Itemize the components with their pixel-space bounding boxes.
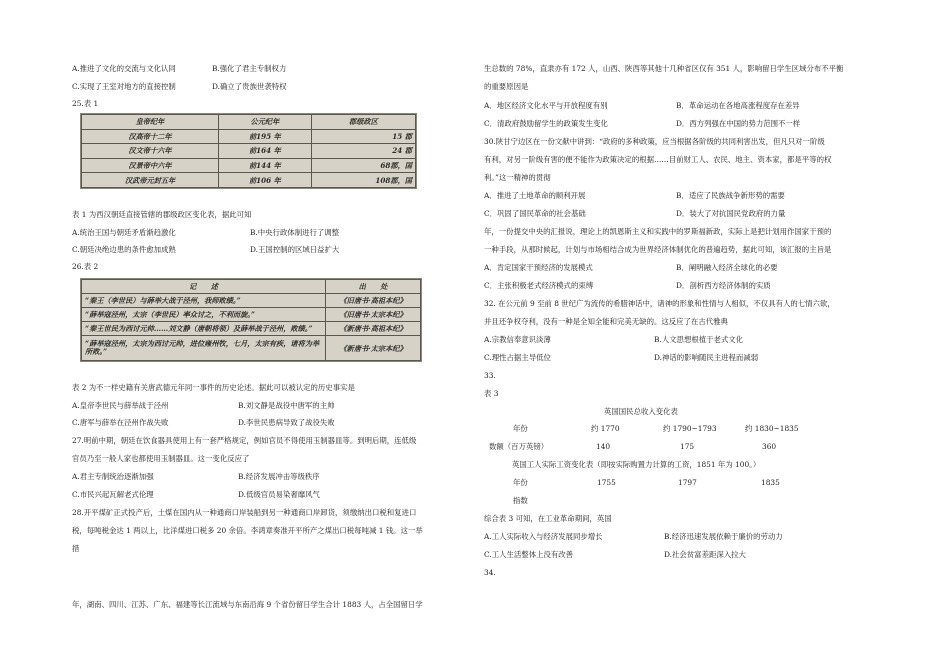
q29-option-c: C．清政府鼓励留学生的政策发生变化 [484,119,608,128]
q33-option-b: B.经济迅速发展依赖于廉价的劳动力 [664,532,783,541]
q27-option-b: B.经济发展冲击等级秩序 [238,472,320,481]
q29-option-a: A．地区经济文化水平与开放程度有别 [484,101,608,110]
table-1-header: 公元纪年 [218,115,311,130]
table-cell: “薛举寇泾州，太宗（李世民）率众讨之，不利而旋。” [82,308,326,322]
table-1-header: 郡级政区 [311,115,415,130]
q33-label: 33. [484,371,496,380]
q30-option-b: B．适应了民族战争新形势的需要 [676,191,785,200]
table-2 [81,279,421,361]
q26-option-c: C.唐军与薛举在泾州作战失败 [72,418,169,427]
q25-option-a: A.统治王国与朝廷矛盾渐趋激化 [72,228,176,237]
q25-option-d: D.王国控制的区域日益扩大 [250,245,340,254]
q28-line-3: 措 [72,544,80,553]
table-row [82,336,421,361]
table-1-header: 皇帝纪年 [82,115,219,130]
q27-option-a: A.君主专制统治逐渐加强 [72,472,154,481]
table-3a-cell: 140 [596,442,611,451]
table-cell: “秦王（李世民）与薛举大战于泾州，我师败绩。” [82,294,326,308]
table-1-image [80,113,417,189]
q31-option-d: D．剖析西方经济体制的实质 [676,281,771,290]
table-3b-title: 英国工人实际工资变化表（即按实际购置力计算的工资，1851 年为 100。） [512,460,761,469]
table-3a-cell: 约 1770 [591,424,620,433]
q25-option-c: C.朝廷决绝边患的条件愈加成熟 [72,245,176,254]
q31-option-c: C．主张积极老式经济模式的束缚 [484,281,594,290]
q30-line-3: 利。”这一精神的贯彻 [484,173,551,182]
q27-option-d: D.低级官员易染奢靡风气 [238,490,320,499]
q31-option-a: A．肯定国家干预经济的发展模式 [484,263,593,272]
q29-line-2: 的重要原因是 [484,82,529,91]
q28-line-1: 28.开平煤矿正式投产后，土煤在国内从一种通商口岸装船到另一种通商口岸卸货，须缴纳出口税和复进口 [72,508,417,517]
q30-line-2: 有利，对另一阶级有害的便不能作为政策决定的根据……目前财工人、农民、地主、资本家，都是平等的权 [484,155,832,164]
table-cell: 68郡，国 [311,158,415,173]
q27-option-c: C.市民兴起瓦解老式伦理 [72,490,154,499]
q31-option-b: B．阐明融入经济全球化的必要 [676,263,778,272]
q26-option-a: A.皇帝李世民与薛举战于泾州 [72,401,169,410]
q30-option-a: A．推进了土地革命的顺利开展 [484,191,586,200]
q33-option-a: A.工人实际收入与经济发展同步增长 [484,532,603,541]
table-3a-cell: 年份 [513,424,528,433]
table-cell: 前195 年 [218,129,311,144]
q30-line-1: 30.陕甘宁边区在一份文献中讲到：“政府的多种政策，应当根据各阶级的共同利害出发，但凡只对一阶级 [484,137,825,146]
table-3b-cell: 指数 [513,496,528,505]
table-cell: 汉文帝十六年 [82,144,219,159]
table-cell: 《新唐书·太宗本纪》 [326,336,421,361]
q28-line-2: 税，每吨税金达 1 两以上，比洋煤进口税多 20 余倍。李鸿章奏准开平所产之煤出口税每吨减 1 钱。这一举 [72,526,423,535]
q33-stem: 综合表 3 可知，在工业革命期间，英国 [484,514,612,523]
q34-label: 34. [484,568,496,577]
q26-option-d: D.李世民患病导致了战役失败 [238,418,335,427]
table-3a-cell: 约 1830~1835 [745,424,799,433]
table-cell: 15 郡 [311,129,415,144]
table-cell: 24 郡 [311,144,415,159]
table-2-image [80,278,422,362]
table-row [82,129,416,144]
table-cell: “秦王世民为西讨元帅……刘文静（唐朝将领）及薛举战于泾州，败绩。” [82,322,326,336]
q26-stem: 表 2 为不一样史籍有关唐武德元年同一事件的历史论述。据此可以被认定的历史事实是 [72,383,355,392]
table-3b-cell: 1797 [678,478,697,487]
table-2-header: 记 述 [82,280,326,294]
table-1 [81,114,416,188]
table-3a-cell: 约 1790~1793 [663,424,717,433]
table-row [82,308,421,322]
table-3a-cell: 360 [762,442,777,451]
q30-option-d: D．装大了对抗国民党政府的力量 [676,209,786,218]
q26-label: 26.表 2 [72,262,99,271]
table-row [82,294,421,308]
table-3a-cell: 数额（百万英镑） [489,442,549,451]
table-row [82,158,416,173]
q32-option-c: C.理性占据主导低位 [484,353,551,362]
q29-line-1: 生总数的 78%，直隶亦有 172 人，山西、陕西等其他十几种省区仅有 351 人，影响留日学生区域分布不平衡 [484,64,844,73]
q26-option-b: B.刘文静是战役中唐军的主帅 [238,401,335,410]
q27-line-2: 官员乃至一般人家也都使用玉制器皿。这一变化反应了 [72,454,250,463]
q25-label: 25.表 1 [72,99,99,108]
table-cell: 前164 年 [218,144,311,159]
q24-option-a: A.推进了文化的交流与文化认同 [72,64,176,73]
table-row [82,322,421,336]
q32-line-2: 并且还争权夺利，没有一种是全知全能和完美无缺的。这反应了在古代雅典 [484,317,728,326]
q25-option-b: B.中央行政体制进行了调整 [250,228,340,237]
table-3a-title: 英国国民总收入变化表 [604,407,678,416]
q32-option-a: A.宗教信奉意识淡薄 [484,335,551,344]
q32-option-d: D.神话的影响随民主进程而减弱 [654,353,759,362]
q25-stem: 表 1 为西汉朝廷直接管辖的郡级政区变化表，据此可知 [72,210,252,219]
q27-line-1: 27.明前中期，朝廷在饮食器具使用上有一套严格规定，例如官员不得使用玉制器皿等。到明后期，连低级 [72,436,417,445]
q31-line-1: 年，一份提交中央的汇报说，理论上的凯恩斯主义和实践中的罗斯福新政，实际上是把计划用作国家干预的 [484,227,832,236]
table-3-label: 表 3 [484,389,499,398]
table-row [82,173,416,188]
bottom-continuation-line: 年，湖南、四川、江苏、广东、福建等长江流域与东南沿海 9 个省份留日学生合计 1883 人，占全国留日学 [72,600,423,609]
table-3b-cell: 1835 [761,478,780,487]
table-row [82,144,416,159]
q24-option-b: B.强化了君主专制权力 [212,64,287,73]
table-cell: 108郡，国 [311,173,415,188]
table-cell: 《旧唐书·太宗本纪》 [326,308,421,322]
table-cell: 汉景帝中六年 [82,158,219,173]
table-2-header: 出 处 [326,280,421,294]
table-3a-cell: 175 [680,442,695,451]
q29-option-b: B．革命运动在各地高涨程度存在差异 [676,101,800,110]
table-cell: 前106 年 [218,173,311,188]
q24-option-c: C.实现了王室对地方的直接控制 [72,82,176,91]
table-cell: “薛举寇泾州，太宗为西讨元帅，进位雍州牧，七月，太宗有疾，诸将为举所败。” [82,336,326,361]
q32-line-1: 32. 在公元前 9 至前 8 世纪广为流传的希腊神话中，诸神的形象和性情与人相似，不仅具有人的七情六欲， [484,299,835,308]
table-3b-cell: 1755 [597,478,616,487]
q24-option-d: D.确立了贵族世袭特权 [212,82,287,91]
table-cell: 《新唐书·高祖本纪》 [326,322,421,336]
q32-option-b: B.人文思想根植于老式文化 [654,335,744,344]
table-3b-cell: 年份 [513,478,528,487]
q33-option-d: D.社会贫富差距深入拉大 [664,550,746,559]
q31-line-2: 一种手段，从那时候起，计划与市场相结合成为世界经济体制优化的普遍趋势，据此可知，该汇报的主旨是 [484,245,832,254]
q33-option-c: C.工人生活整体上没有改善 [484,550,574,559]
table-cell: 汉武帝元封五年 [82,173,219,188]
q30-option-c: C．巩固了国民革命的社会基础 [484,209,586,218]
q29-option-d: D．西方列强在中国的势力范围不一样 [676,119,801,128]
table-cell: 汉高帝十二年 [82,129,219,144]
table-cell: 前144 年 [218,158,311,173]
table-cell: 《旧唐书·高祖本纪》 [326,294,421,308]
